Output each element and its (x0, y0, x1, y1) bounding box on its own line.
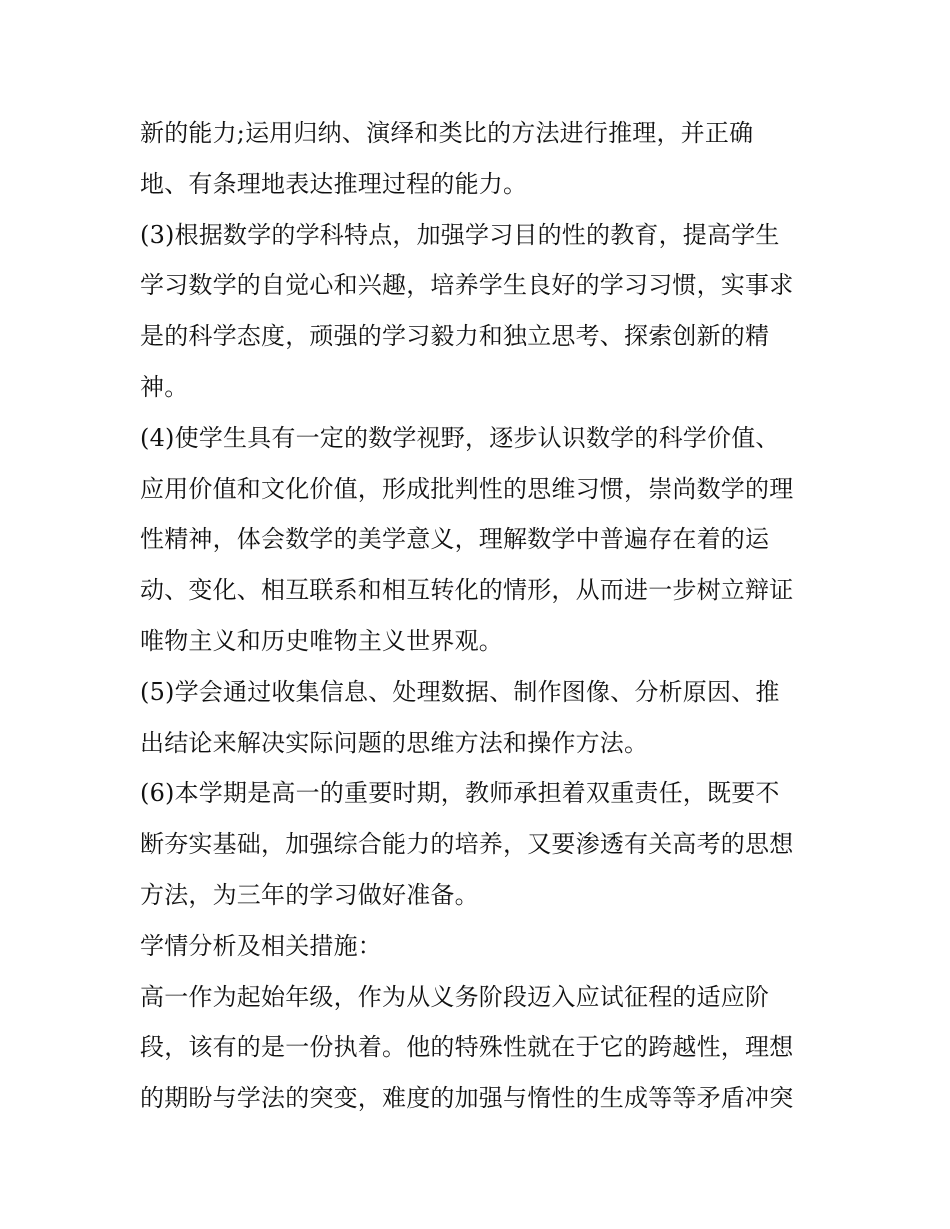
text-line: 学习数学的自觉心和兴趣，培养学生良好的学习习惯，实事求 (140, 271, 794, 300)
text-line: 应用价值和文化价值，形成批判性的思维习惯，崇尚数学的理 (140, 474, 794, 503)
section-heading: 学情分析及相关措施： (140, 931, 382, 960)
text-line: (6)本学期是高一的重要时期，教师承担着双重责任，既要不 (140, 779, 780, 808)
text-line: 地、有条理地表达推理过程的能力。 (140, 169, 528, 198)
document-body (140, 108, 820, 1124)
text-line: (5)学会通过收集信息、处理数据、制作图像、分析原因、推 (140, 677, 780, 706)
text-line: 段，该有的是一份执着。他的特殊性就在于它的跨越性，理想 (140, 1033, 794, 1062)
text-line: 新的能力;运用归纳、演绎和类比的方法进行推理，并正确 (140, 119, 754, 147)
text-line: 动、变化、相互联系和相互转化的情形，从而进一步树立辩证 (140, 576, 794, 605)
text-line: 的期盼与学法的突变，难度的加强与惰性的生成等等矛盾冲突 (140, 1084, 794, 1113)
text-line: 唯物主义和历史唯物主义世界观。 (140, 626, 503, 655)
text-line: 断夯实基础，加强综合能力的培养，又要渗透有关高考的思想 (140, 830, 794, 859)
text-line: (4)使学生具有一定的数学视野，逐步认识数学的科学价值、 (140, 423, 780, 452)
text-line: 性精神，体会数学的美学意义，理解数学中普遍存在着的运 (140, 525, 770, 554)
text-line: (3)根据数学的学科特点，加强学习目的性的教育，提高学生 (140, 220, 780, 249)
text-line: 出结论来解决实际问题的思维方法和操作方法。 (140, 728, 649, 757)
text-line: 神。 (140, 372, 189, 401)
text-line: 是的科学态度，顽强的学习毅力和独立思考、探索创新的精 (140, 322, 770, 351)
text-line: 高一作为起始年级，作为从义务阶段迈入应试征程的适应阶 (140, 982, 770, 1011)
text-line: 方法，为三年的学习做好准备。 (140, 880, 479, 909)
